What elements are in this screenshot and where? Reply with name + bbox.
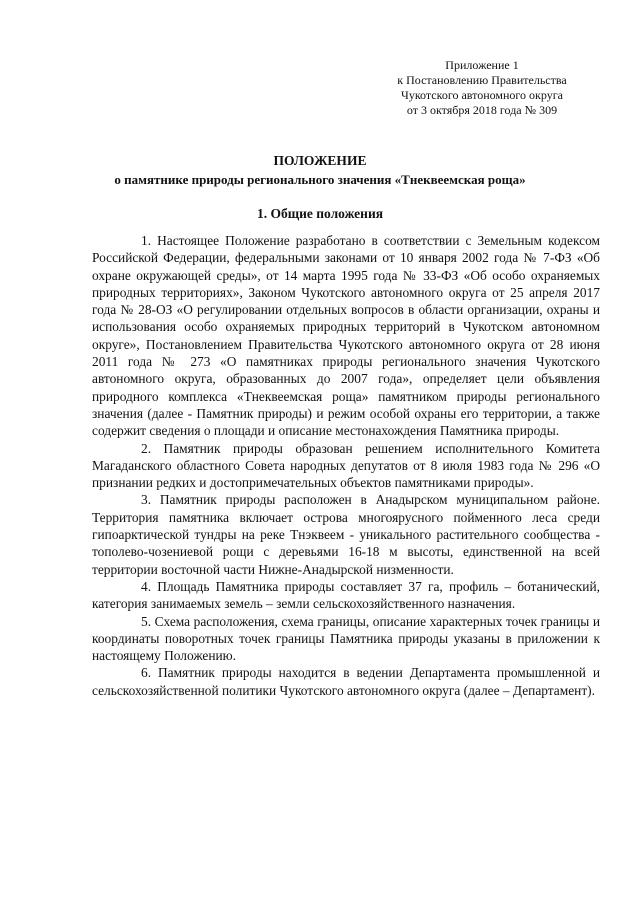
paragraph: 2. Памятник природы образован решением исполнительного Комитета Магаданского областного Совета народных депутатов от 8 июля 1983 года № 296 «О признании редких и достопримечательных объектов памятниками природы». xyxy=(92,440,600,491)
paragraph: 1. Настоящее Положение разработано в соответствии с Земельным кодексом Российской Федерации, федеральными законами от 10 января 2002 года № 7-ФЗ «Об охране окружающей среды», от 14 марта 1995 года № 33-ФЗ «Об особо охраняемых природных территориях», Законом Чукотского автономного округа от 25 апреля 2017 года № 28-ОЗ «О регулировании отдельных вопросов в области организации, охраны и использования особо охраняемых природных территорий в Чукотском автономном округе», Постановлением Правительства Чукотского автономного округа от 28 июня 2011 года № 273 «О памятниках природы регионального значения Чукотского автономного округа, образованных до 2007 года», определяет цели объявления природного комплекса «Тнеквеемская роща» памятником природы регионального значения (далее - Памятник природы) и режим особой охраны его территории, а также содержит сведения о площади и описание местонахождения Памятника природы. xyxy=(92,233,600,439)
section-heading: 1. Общие положения xyxy=(256,206,384,221)
appendix-line: Приложение 1 xyxy=(445,58,519,72)
paragraph: 5. Схема расположения, схема границы, описание характерных точек границы и координаты поворотных точек границы Памятника природы указаны в приложении к настоящему Положению. xyxy=(92,613,600,664)
appendix-header xyxy=(372,58,592,118)
paragraph: 4. Площадь Памятника природы составляет 37 га, профиль – ботанический, категория занимаемых земель – земли сельскохозяйственного назначения. xyxy=(92,578,600,612)
document-body xyxy=(92,232,600,699)
appendix-line: от 3 октября 2018 года № 309 xyxy=(406,103,558,117)
appendix-line: Чукотского автономного округа xyxy=(401,88,563,102)
document-subtitle: о памятнике природы регионального значения «Тнеквеемская роща» xyxy=(114,172,526,187)
paragraph: 3. Памятник природы расположен в Анадырском муниципальном районе. Территория памятника включает острова многоярусного пойменного леса среди гипоарктической тундры на реке Тнэквеем - уникального растительного сообщества - тополево-чозениевой рощи с деревьями 16-18 м высоты, единственной на всей территории восточной части Нижне-Анадырской низменности. xyxy=(92,492,600,577)
paragraph: 6. Памятник природы находится в ведении Департамента промышленной и сельскохозяйственной политики Чукотского автономного округа (далее – Департамент). xyxy=(92,665,600,698)
appendix-line: к Постановлению Правительства xyxy=(397,73,567,87)
document-title: ПОЛОЖЕНИЕ xyxy=(273,153,367,168)
